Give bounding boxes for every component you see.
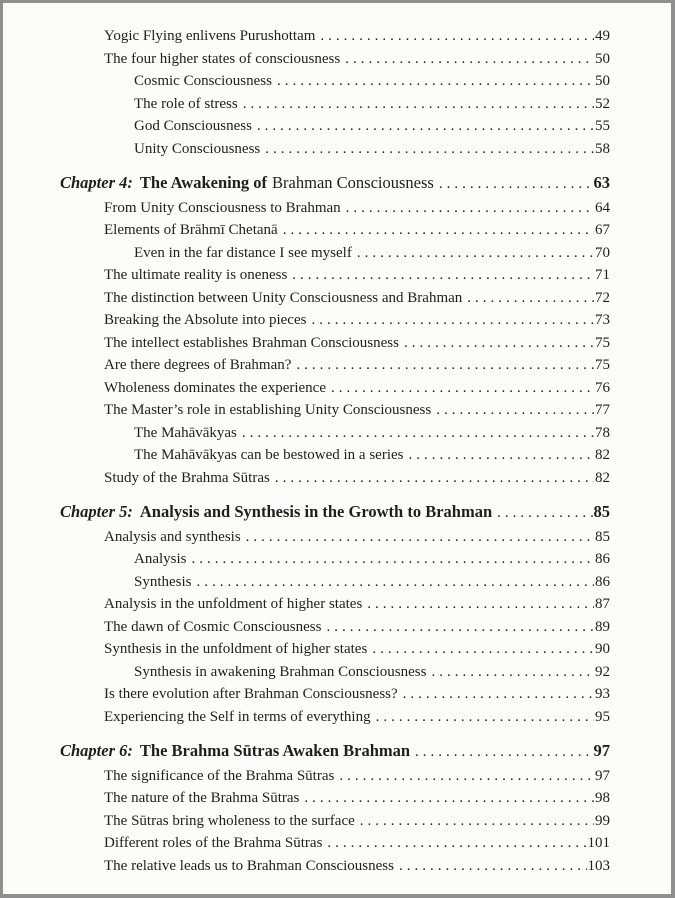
chapter-heading-row [60,500,610,526]
entry-title: Experiencing the Self in terms of everything [104,708,371,725]
dot-leader [360,810,594,833]
page-number: 97 [593,741,610,760]
entry-title: Unity Consciousness [134,140,261,157]
entry-title: The nature of the Brahma Sūtras [104,790,300,806]
dot-leader [367,593,594,616]
toc-entry-row [60,787,610,810]
toc-entry-row [60,593,610,616]
toc-entry-row [60,219,610,242]
page-number: 82 [595,447,610,463]
dot-leader [327,832,586,855]
toc-entry-row [60,138,610,161]
page-number: 58 [595,140,610,157]
dot-leader [345,48,594,71]
entry-title: Synthesis [134,573,192,590]
page-number: 50 [595,73,610,89]
dot-leader [431,661,594,684]
dot-leader [246,526,594,549]
page-number: 89 [595,618,610,635]
toc-entry-row [60,377,610,400]
chapter-title: The Awakening of [139,173,268,192]
entry-title: The relative leads us to Brahman Consciousness [104,857,394,874]
dot-leader [283,219,594,242]
toc-entry-row [60,197,610,220]
dot-leader [311,309,594,332]
page-number: 86 [595,573,610,590]
dot-leader [497,500,592,526]
toc-entry-row [60,444,610,467]
entry-title: The Sūtras bring wholeness to the surface [104,812,355,829]
page-number: 97 [595,767,610,784]
toc-entry-row [60,661,610,684]
entry-title: Different roles of the Brahma Sūtras [104,835,323,851]
dot-leader [326,616,594,639]
table-of-contents [60,25,610,877]
dot-leader [320,25,594,48]
dot-leader [257,115,594,138]
dot-leader [408,444,594,467]
toc-entry-row [60,706,610,729]
page-number: 101 [587,835,610,851]
page-number: 63 [593,173,610,192]
toc-section [60,739,610,877]
toc-entry-row [60,115,610,138]
page-number: 50 [595,50,610,67]
toc-entry-row [60,832,610,855]
dot-leader [304,787,594,810]
entry-title: Wholeness dominates the experience [104,379,326,396]
page-number: 77 [595,402,610,418]
entry-title: The dawn of Cosmic Consciousness [104,618,322,635]
entry-title: The Mahāvākyas [134,424,237,441]
toc-entry-row [60,354,610,377]
toc-entry-row [60,683,610,706]
toc-entry-row [60,571,610,594]
chapter-title-secondary: Brahman Consciousness [272,173,434,192]
entry-title: Cosmic Consciousness [134,73,272,89]
dot-leader [275,467,594,490]
entry-title: Is there evolution after Brahman Consciousness? [104,686,398,702]
dot-leader [415,739,592,765]
entry-title: Synthesis in the unfoldment of higher states [104,641,368,657]
toc-entry-row [60,765,610,788]
page-number: 78 [595,424,610,441]
page-number: 86 [595,551,610,567]
entry-title: The Mahāvākyas can be bestowed in a series [134,447,404,463]
toc-entry-row [60,810,610,833]
chapter-label: Chapter 6: [60,741,133,760]
entry-title: The role of stress [134,95,238,112]
dot-leader [403,683,594,706]
page-number: 87 [595,596,610,612]
toc-entry-row [60,399,610,422]
toc-entry-row [60,332,610,355]
page-number: 92 [595,663,610,680]
toc-entry-row [60,855,610,878]
dot-leader [339,765,594,788]
toc-entry-row [60,548,610,571]
toc-entry-row [60,616,610,639]
dot-leader [242,422,594,445]
entry-title: Even in the far distance I see myself [134,244,352,261]
entry-title: The Master’s role in establishing Unity Consciousness [104,402,432,418]
entry-title: God Consciousness [134,118,252,134]
chapter-title: Analysis and Synthesis in the Growth to Brahman [139,502,493,521]
entry-title: Analysis and synthesis [104,528,241,545]
page-number: 99 [595,812,610,829]
toc-section [60,25,610,160]
page-number: 49 [595,28,610,44]
chapter-label: Chapter 5: [60,502,133,521]
dot-leader [404,332,594,355]
entry-title: Study of the Brahma Sūtras [104,469,270,486]
page-number: 75 [595,334,610,351]
toc-entry-row [60,309,610,332]
dot-leader [376,706,594,729]
page-number: 76 [595,379,610,396]
dot-leader [243,93,594,116]
toc-entry-row [60,467,610,490]
toc-entry-row [60,25,610,48]
page-number: 72 [595,289,610,306]
entry-title: Synthesis in awakening Brahman Consciousness [134,663,427,680]
toc-entry-row [60,422,610,445]
entry-title: The intellect establishes Brahman Consciousness [104,334,399,351]
entry-title: Analysis in the unfoldment of higher states [104,596,363,612]
toc-section [60,171,610,489]
dot-leader [439,171,593,197]
toc-entry-row [60,93,610,116]
page-number: 55 [595,118,610,134]
entry-title: Analysis [134,551,187,567]
page-number: 52 [595,95,610,112]
toc-entry-row [60,48,610,71]
dot-leader [265,138,594,161]
page-number: 67 [595,222,610,238]
page-number: 85 [593,502,610,521]
page-number: 70 [595,244,610,261]
page-number: 71 [595,267,610,283]
entry-title: The significance of the Brahma Sūtras [104,767,335,784]
entry-title: Yogic Flying enlivens Purushottam [104,28,316,44]
toc-entry-row [60,264,610,287]
chapter-label: Chapter 4: [60,173,133,192]
entry-title: The ultimate reality is oneness [104,267,288,283]
dot-leader [357,242,594,265]
entry-title: Breaking the Absolute into pieces [104,312,307,328]
page-number: 98 [595,790,610,806]
page-number: 64 [595,199,610,216]
dot-leader [296,354,594,377]
dot-leader [467,287,594,310]
page-number: 75 [595,357,610,373]
entry-title: Are there degrees of Brahman? [104,357,292,373]
page-number: 95 [595,708,610,725]
dot-leader [436,399,594,422]
entry-title: Elements of Brāhmī Chetanā [104,222,278,238]
dot-leader [372,638,594,661]
page-number: 103 [587,857,610,874]
entry-title: From Unity Consciousness to Brahman [104,199,341,216]
page-number: 85 [595,528,610,545]
dot-leader [197,571,594,594]
chapter-title: The Brahma Sūtras Awaken Brahman [139,741,411,760]
dot-leader [277,70,594,93]
toc-entry-row [60,526,610,549]
dot-leader [292,264,594,287]
dot-leader [331,377,594,400]
entry-title: The distinction between Unity Consciousness and Brahman [104,289,463,306]
dot-leader [399,855,587,878]
page-number: 82 [595,469,610,486]
toc-entry-row [60,70,610,93]
page-number: 73 [595,312,610,328]
dot-leader [346,197,594,220]
toc-entry-row [60,287,610,310]
toc-entry-row [60,242,610,265]
dot-leader [192,548,595,571]
chapter-heading-row [60,739,610,765]
chapter-heading-row [60,171,610,197]
page-number: 93 [595,686,610,702]
page-number: 90 [595,641,610,657]
toc-section [60,500,610,728]
toc-entry-row [60,638,610,661]
entry-title: The four higher states of consciousness [104,50,341,67]
